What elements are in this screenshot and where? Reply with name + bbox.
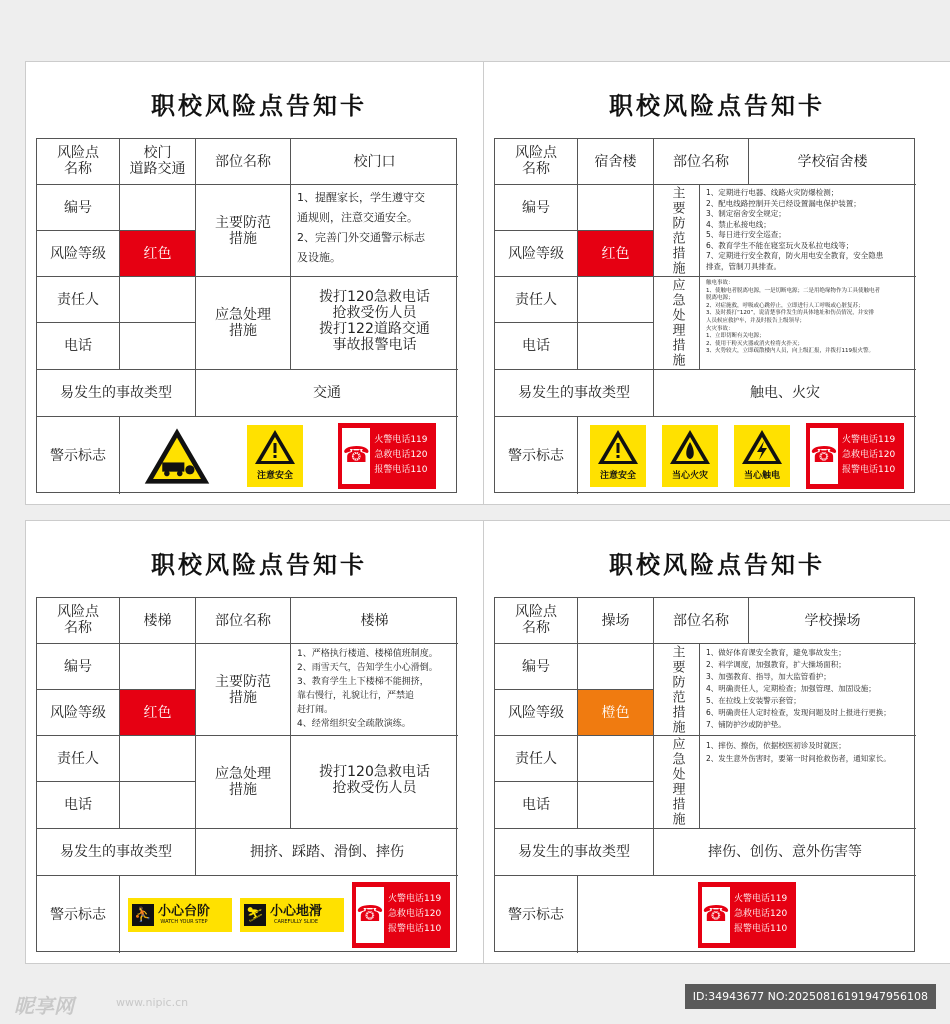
main-measures-text: 1、定期进行电器、线路火灾防爆检测； 2、配电线路控制开关已经设置漏电保护装置； 3、制定宿舍安全规定； 4、禁止私接电线； 5、每日进行安全巡查； 6、教育学生不能在寝室玩火及私拉电线等； 7、定期进行安全教育，防火用电安全教育，安全隐患 排查，管制刀具排查。	[700, 185, 916, 277]
caution-fire-label: 当心火灾	[671, 470, 708, 481]
caution-safety-label: 注意安全	[256, 470, 293, 481]
risk-level-value: 橙色	[578, 690, 654, 736]
label-warning-signs: 警示标志	[495, 417, 578, 494]
label-main-measures: 主要防范 措施	[196, 185, 291, 277]
stairs-fall-icon: ⛹	[132, 904, 154, 926]
phone-value	[120, 323, 196, 370]
main-measures-text: 1、严格执行楼道、楼梯值班制度。 2、雨雪天气，告知学生小心滑倒。 3、教育学生上下楼梯不能拥挤， 靠右慢行，礼貌让行，严禁追 赶打闹。 4、经常组织安全疏散演练。	[291, 644, 458, 736]
label-number: 编号	[495, 185, 578, 231]
phone-icon: ☎	[342, 428, 370, 484]
part-value: 学校操场	[749, 598, 916, 644]
label-number: 编号	[37, 644, 120, 690]
slide-en: CAREFULLY SLIDE	[273, 918, 319, 925]
label-owner: 责任人	[37, 736, 120, 782]
label-risk-point: 风险点 名称	[495, 139, 578, 185]
risk-level-value: 红色	[120, 690, 196, 736]
emergency-phone-text: 火警电话119 急救电话120 报警电话110	[388, 894, 442, 934]
label-warning-signs: 警示标志	[37, 876, 120, 953]
caution-electric-sign	[734, 425, 790, 487]
label-phone: 电话	[495, 323, 578, 370]
caution-electric-label: 当心触电	[743, 470, 780, 481]
risk-table	[494, 597, 915, 952]
label-main-measures: 主要防范 措施	[196, 644, 291, 736]
warning-signs-area	[578, 417, 916, 494]
label-part: 部位名称	[196, 139, 291, 185]
fire-emergency-phone-sign	[338, 423, 436, 489]
owner-value	[578, 736, 654, 782]
warning-signs-area	[120, 417, 458, 494]
label-phone: 电话	[37, 323, 120, 370]
label-accident-type: 易发生的事故类型	[37, 829, 196, 876]
risk-level-value: 红色	[120, 231, 196, 277]
caution-safety-sign	[590, 425, 646, 487]
risk-card-4	[483, 520, 950, 964]
accident-type-value: 摔伤、创伤、意外伤害等	[654, 829, 916, 876]
risk-table	[36, 138, 457, 493]
label-warning-signs: 警示标志	[495, 876, 578, 953]
main-measures-text: 1、提醒家长，学生遵守交 通规则，注意交通安全。 2、完善门外交通警示标志 及设施。	[291, 185, 458, 277]
emergency-phone-text: 火警电话119 急救电话120 报警电话110	[374, 435, 428, 475]
caution-safety-label: 注意安全	[599, 470, 636, 481]
card-title: 职校风险点告知卡	[151, 551, 367, 579]
slip-icon: ⛷	[244, 904, 266, 926]
label-emergency: 应急处理 措施	[196, 736, 291, 829]
label-part: 部位名称	[196, 598, 291, 644]
risk-table	[494, 138, 915, 493]
phone-value	[578, 323, 654, 370]
part-value: 学校宿舍楼	[749, 139, 916, 185]
owner-value	[578, 277, 654, 323]
phone-icon: ☎	[810, 428, 838, 484]
card-title: 职校风险点告知卡	[609, 551, 825, 579]
label-number: 编号	[495, 644, 578, 690]
owner-value	[120, 736, 196, 782]
emergency-text: 拨打120急救电话 抢救受伤人员 拨打122道路交通 事故报警电话	[291, 277, 458, 370]
label-risk-point: 风险点 名称	[37, 598, 120, 644]
phone-icon: ☎	[356, 887, 384, 943]
fire-emergency-phone-sign	[352, 882, 450, 948]
number-value	[120, 644, 196, 690]
warning-signs-area	[120, 876, 458, 953]
label-main-measures: 主要防范措施	[654, 644, 700, 736]
label-risk-point: 风险点 名称	[495, 598, 578, 644]
emergency-phone-text: 火警电话119 急救电话120 报警电话110	[734, 894, 788, 934]
label-emergency: 应急处理措施	[654, 277, 700, 370]
label-owner: 责任人	[495, 736, 578, 782]
label-part: 部位名称	[654, 139, 749, 185]
watermark-url: www.nipic.cn	[116, 996, 189, 1009]
risk-table	[36, 597, 457, 952]
label-owner: 责任人	[37, 277, 120, 323]
label-risk-level: 风险等级	[37, 690, 120, 736]
label-risk-level: 风险等级	[37, 231, 120, 277]
accident-type-value: 交通	[196, 370, 458, 417]
fire-emergency-phone-sign	[806, 423, 904, 489]
risk-card-2	[483, 61, 950, 505]
caution-fire-sign	[662, 425, 718, 487]
risk-point-value: 宿舍楼	[578, 139, 654, 185]
number-value	[120, 185, 196, 231]
accident-type-value: 触电、火灾	[654, 370, 916, 417]
risk-point-value: 操场	[578, 598, 654, 644]
watermark-logo: 昵享网	[14, 994, 74, 1018]
watermark-id: ID:34943677 NO:20250816191947956108	[685, 984, 936, 1009]
label-risk-level: 风险等级	[495, 690, 578, 736]
watch-step-cn: 小心台阶	[158, 903, 211, 919]
label-risk-level: 风险等级	[495, 231, 578, 277]
warning-signs-area	[578, 876, 916, 953]
risk-point-value: 校门 道路交通	[120, 139, 196, 185]
emergency-phone-text: 火警电话119 急救电话120 报警电话110	[842, 435, 896, 475]
carefully-slide-sign	[240, 898, 344, 932]
label-accident-type: 易发生的事故类型	[37, 370, 196, 417]
number-value	[578, 644, 654, 690]
watch-step-en: WATCH YOUR STEP	[160, 918, 208, 925]
label-emergency: 应急处理措施	[654, 736, 700, 829]
card-title: 职校风险点告知卡	[151, 92, 367, 120]
label-main-measures: 主要防范措施	[654, 185, 700, 277]
label-owner: 责任人	[495, 277, 578, 323]
emergency-text: 触电事故： 1、使触电者脱离电源，一是切断电源；二是用绝缘物作为工具使触电者 脱离电源； 2、对症施救，呼吸或心跳停止，立即进行人工呼吸或心脏复苏； 3、及时拨打“120”，说清楚事件发生的具体地址和伤员情况，并安排 人员候应救护车，并及时报告上级领导； 火灾事故： 1、立即切断有关电源； 2、使用干粉灭火器或消火栓将火扑灭； 3、火势较大，立即疏散楼内人员，向上级汇报，并拨打119报火警。	[700, 277, 916, 370]
main-measures-text: 1、做好体育课安全教育，避免事故发生； 2、科学调度，加强教育，扩大操场面积； 3、加强教育、指导，加大监管看护； 4、明确责任人，定期检查；加强管理、加固设施； 5、在拉线上安装警示套管； 6、明确责任人定时检查，发现问题及时上报进行更换； 7、铺防护沙或防护垫。	[700, 644, 916, 736]
label-number: 编号	[37, 185, 120, 231]
part-value: 楼梯	[291, 598, 458, 644]
owner-value	[120, 277, 196, 323]
label-accident-type: 易发生的事故类型	[495, 829, 654, 876]
risk-card-1	[25, 61, 493, 505]
number-value	[578, 185, 654, 231]
caution-safety-sign	[247, 425, 303, 487]
card-title: 职校风险点告知卡	[609, 92, 825, 120]
vehicle-warning-icon	[142, 423, 212, 489]
watch-your-step-sign	[128, 898, 232, 932]
label-accident-type: 易发生的事故类型	[495, 370, 654, 417]
phone-value	[120, 782, 196, 829]
emergency-text: 拨打120急救电话 抢救受伤人员	[291, 736, 458, 829]
label-part: 部位名称	[654, 598, 749, 644]
label-risk-point: 风险点 名称	[37, 139, 120, 185]
part-value: 校门口	[291, 139, 458, 185]
label-phone: 电话	[37, 782, 120, 829]
slide-cn: 小心地滑	[270, 903, 323, 919]
risk-point-value: 楼梯	[120, 598, 196, 644]
risk-card-3	[25, 520, 493, 964]
accident-type-value: 拥挤、踩踏、滑倒、摔伤	[196, 829, 458, 876]
risk-level-value: 红色	[578, 231, 654, 277]
label-phone: 电话	[495, 782, 578, 829]
phone-value	[578, 782, 654, 829]
emergency-text: 1、摔伤、擦伤，依据校医初诊及时就医； 2、发生意外伤害时，要第一时间抢救伤者，通知家长。	[700, 736, 916, 829]
fire-emergency-phone-sign	[698, 882, 796, 948]
label-warning-signs: 警示标志	[37, 417, 120, 494]
label-emergency: 应急处理 措施	[196, 277, 291, 370]
phone-icon: ☎	[702, 887, 730, 943]
